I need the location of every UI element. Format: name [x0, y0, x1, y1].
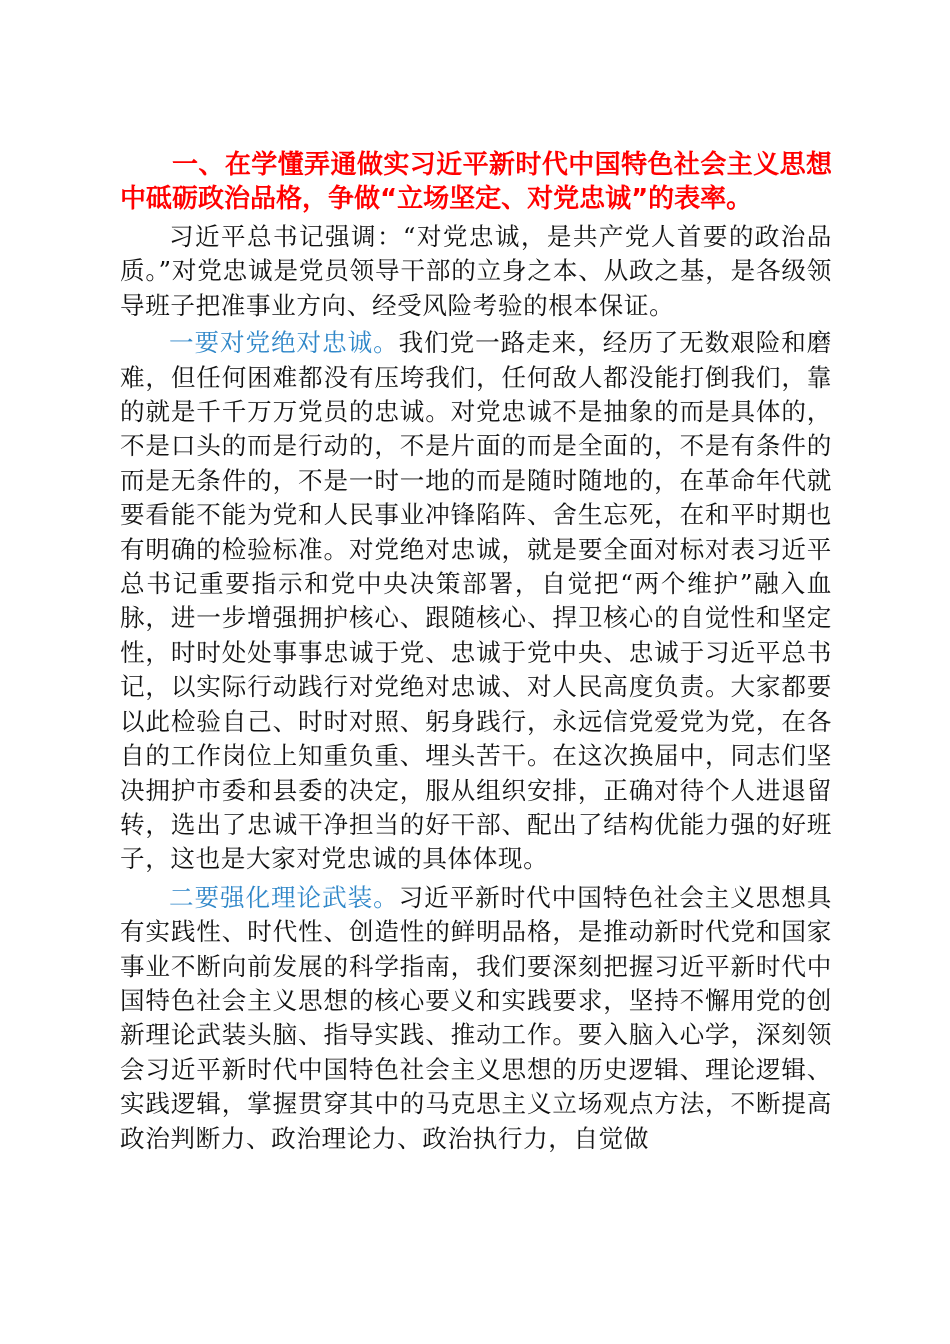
section2-paragraph [120, 881, 832, 1156]
document-page [120, 148, 832, 1159]
section2-lead: 二要强化理论武装。 [169, 882, 399, 912]
intro-paragraph: 习近平总书记强调：“对党忠诚，是共产党人首要的政治品质。”对党忠诚是党员领导干部的立身之本、从政之基，是各级领导班子把准事业方向、经受风险考验的根本保证。 [120, 222, 832, 320]
section2-body: 习近平新时代中国特色社会主义思想具有实践性、时代性、创造性的鲜明品格，是推动新时代党和国家事业不断向前发展的科学指南，我们要深刻把握习近平新时代中国特色社会主义思想的核心要义和实践要求，坚持不懈用党的创新理论武装头脑、指导实践、推动工作。要入脑入心学，深刻领会习近平新时代中国特色社会主义思想的历史逻辑、理论逻辑、实践逻辑，掌握贯穿其中的马克思主义立场观点方法，不断提高政治判断力、政治理论力、政治执行力，自觉做 [120, 882, 832, 1153]
section1-paragraph [120, 326, 832, 877]
section-heading: 一、在学懂弄通做实习近平新时代中国特色社会主义思想中砥砺政治品格，争做“立场坚定、对党忠诚”的表率。 [120, 150, 832, 214]
section1-lead: 一要对党绝对忠诚。 [169, 328, 399, 358]
section1-body: 我们党一路走来，经历了无数艰险和磨难，但任何困难都没有压垮我们，任何敌人都没能打倒我们，靠的就是千千万万党员的忠诚。对党忠诚不是抽象的而是具体的，不是口头的而是行动的，不是片面的而是全面的，不是有条件的而是无条件的，不是一时一地的而是随时随地的，在革命年代就要看能不能为党和人民事业冲锋陷阵、舍生忘死，在和平时期也有明确的检验标准。对党绝对忠诚，就是要全面对标对表习近平总书记重要指示和党中央决策部署，自觉把“两个维护”融入血脉，进一步增强拥护核心、跟随核心、捍卫核心的自觉性和坚定性，时时处处事事忠诚于党、忠诚于党中央、忠诚于习近平总书记，以实际行动践行对党绝对忠诚、对人民高度负责。大家都要以此检验自己、时时对照、躬身践行，永远信党爱党为党，在各自的工作岗位上知重负重、埋头苦干。在这次换届中，同志们坚决拥护市委和县委的决定，服从组织安排，正确对待个人进退留转，选出了忠诚干净担当的好干部、配出了结构优能力强的好班子，这也是大家对党忠诚的具体体现。 [120, 328, 832, 874]
